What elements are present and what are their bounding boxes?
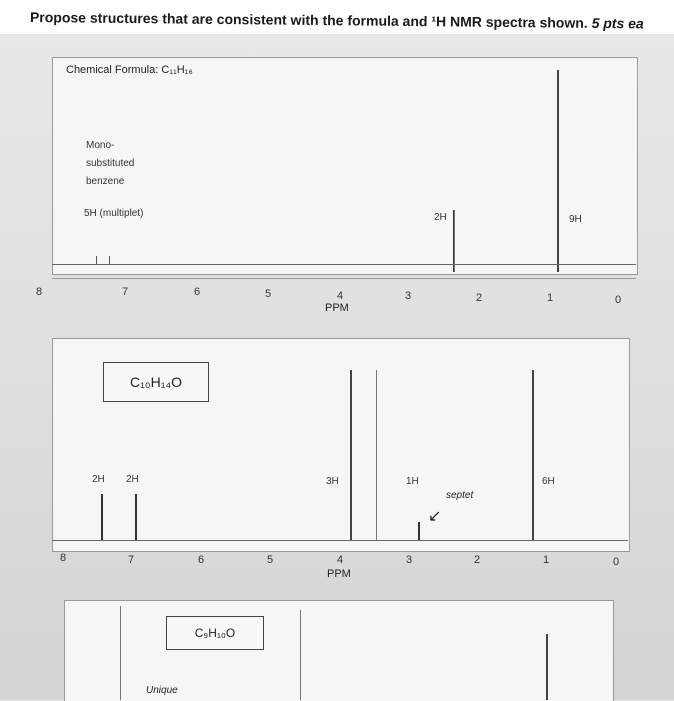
spectrum-1-panel [52, 57, 638, 275]
question-header [0, 0, 674, 34]
spectrum-2-tick-7: 7 [128, 554, 135, 566]
spectrum-2-tick-8: 8 [60, 552, 67, 564]
spectrum-2-integral-1h [376, 370, 377, 540]
spectrum-2-peak-2h-a-label: 2H [92, 474, 105, 485]
spectrum-1-tick-0: 0 [615, 294, 622, 306]
spectrum-1-tick-3: 3 [405, 290, 412, 302]
spectrum-3-integral-b [300, 610, 301, 700]
spectrum-2-tick-1: 1 [543, 554, 550, 566]
spectrum-3-integral-c [546, 634, 548, 700]
spectrum-2-peak-1h-label: 1H [406, 476, 419, 487]
spectrum-1-tick-8: 8 [36, 286, 43, 298]
spectrum-2-formula-box: C₁₀H₁₄O [103, 362, 209, 402]
spectrum-1-tick-7: 7 [122, 286, 129, 298]
spectrum-2-tick-3: 3 [406, 554, 413, 566]
spectrum-1-baseline [52, 264, 636, 265]
spectrum-1-note-1: Mono- [86, 140, 115, 151]
spectrum-2-peak-2h-b-label: 2H [126, 474, 139, 485]
spectrum-1-multiplet-label: 5H (multiplet) [84, 208, 144, 219]
spectrum-2-tick-4: 4 [337, 554, 344, 566]
spectrum-2-tick-0: 0 [613, 556, 620, 568]
spectrum-2-baseline [52, 540, 628, 541]
spectrum-1-aromatic-peaks [96, 256, 110, 264]
spectrum-3-formula-box: C₉H₁₀O [166, 616, 264, 650]
spectrum-1-tick-4: 4 [337, 290, 344, 302]
spectrum-2-peak-2h-a [101, 494, 103, 540]
question-title: Propose structures that are consistent with the formula and ¹H NMR spectra shown. 5 pts ea [29, 9, 644, 32]
spectrum-2-peak-2h-b [135, 494, 137, 540]
spectrum-2-peak-6h-label: 6H [542, 476, 555, 487]
spectrum-1-peak-2h-label: 2H [434, 212, 447, 223]
spectrum-1-note-2: substituted [86, 158, 135, 169]
spectrum-1-integral-2h [454, 210, 455, 272]
spectrum-2-tick-2: 2 [474, 554, 481, 566]
spectrum-1-axis [52, 278, 636, 279]
spectrum-1-note-3: benzene [86, 176, 125, 187]
spectrum-2-integral-6h [532, 370, 534, 540]
spectrum-1-formula: Chemical Formula: C₁₁H₁₆ [66, 64, 193, 76]
spectrum-1-tick-5: 5 [265, 288, 272, 300]
spectrum-1-tick-2: 2 [476, 292, 483, 304]
spectrum-2-peak-1h [418, 522, 420, 540]
spectrum-2-tick-5: 5 [267, 554, 274, 566]
spectrum-1-peak-9h-label: 9H [569, 214, 582, 225]
spectrum-3-integral-a [120, 606, 121, 700]
spectrum-1-tick-6: 6 [194, 286, 201, 298]
spectrum-1-peak-2h [453, 210, 454, 272]
spectrum-2-ppm-label: PPM [327, 568, 351, 580]
spectrum-3-unique-label: Unique [146, 685, 178, 696]
spectrum-2-integral-3h [350, 370, 352, 540]
arrow-icon: ↙ [428, 508, 442, 525]
spectrum-1-ppm-label: PPM [325, 302, 349, 314]
spectrum-1-integral-9h [557, 70, 559, 272]
spectrum-2-tick-6: 6 [198, 554, 205, 566]
spectrum-2-peak-3h-label: 3H [326, 476, 339, 487]
spectrum-1-tick-1: 1 [547, 292, 554, 304]
spectrum-2-septet-label: septet [446, 490, 474, 501]
